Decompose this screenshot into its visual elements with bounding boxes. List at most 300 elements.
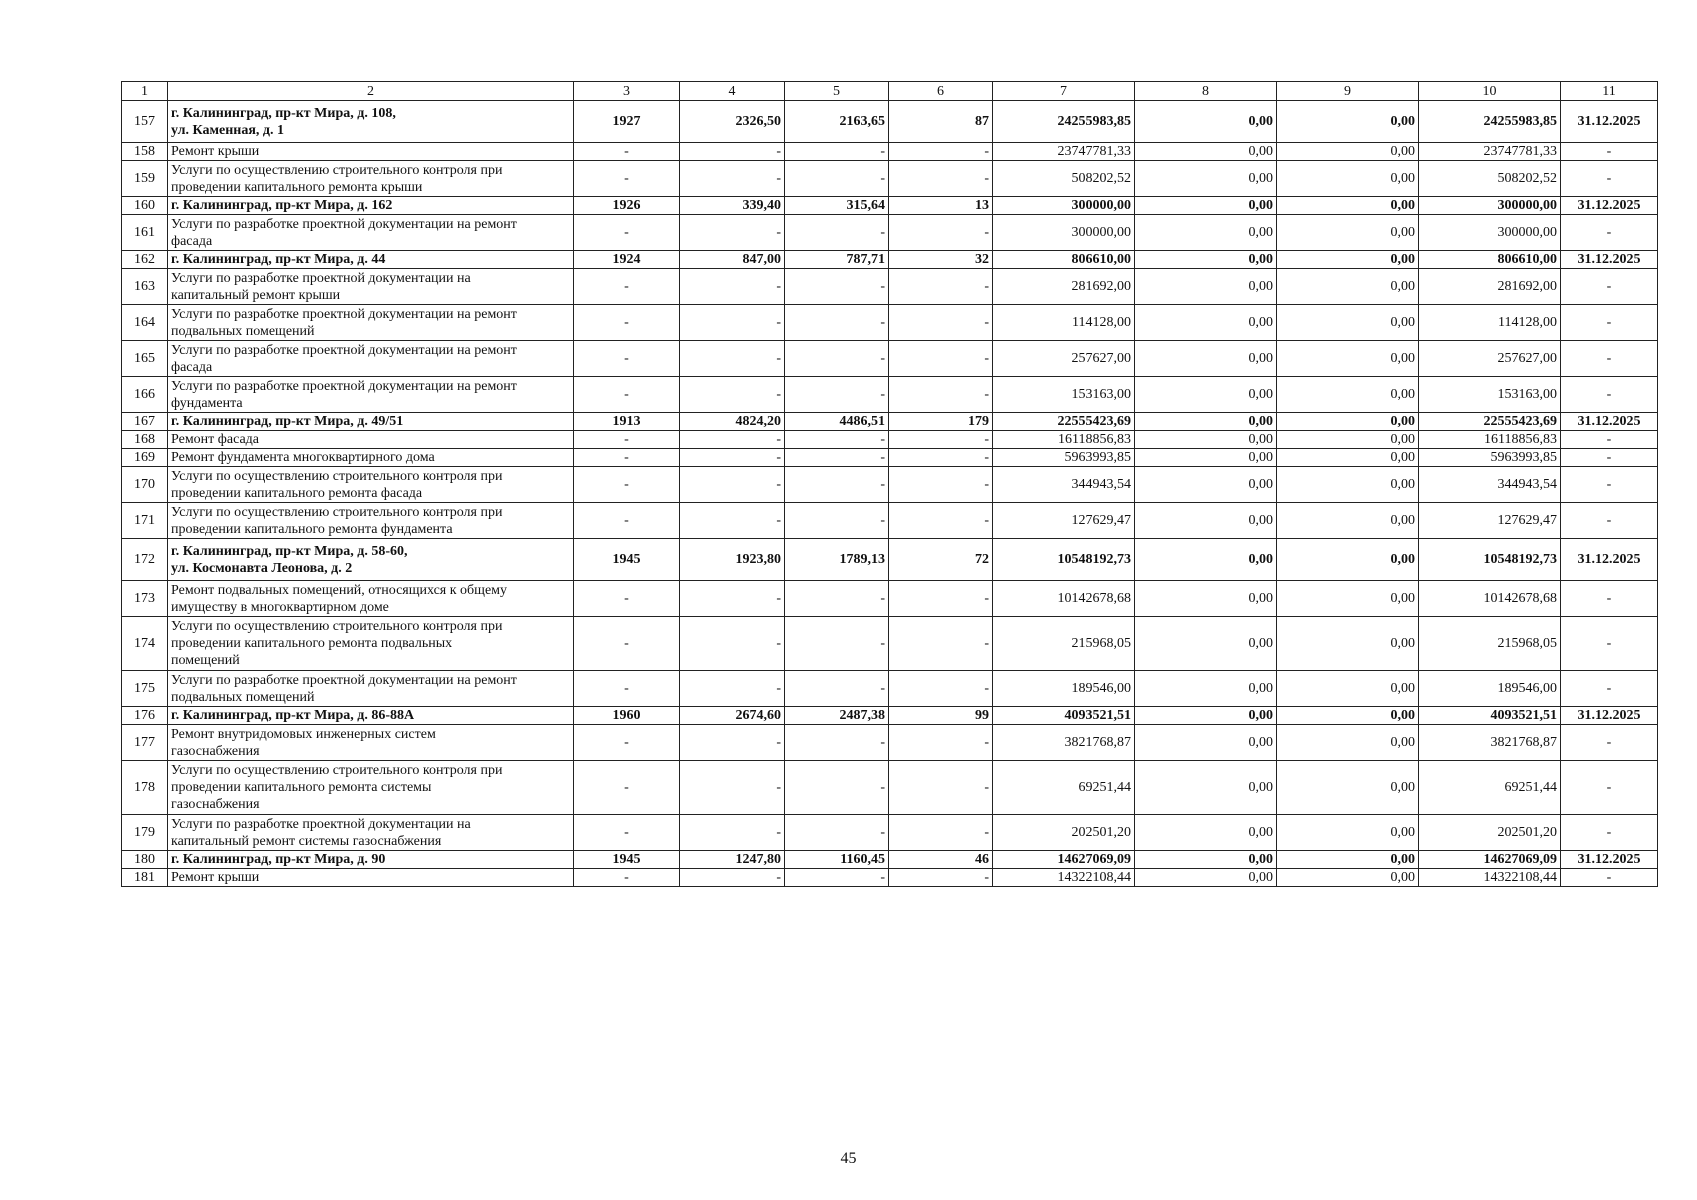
fund-col9-cell: 0,00: [1277, 161, 1419, 197]
page-number: 45: [840, 1150, 857, 1167]
build-year-cell: -: [574, 161, 680, 197]
building-row: [122, 413, 1658, 431]
description-line: ул. Космонавта Леонова, д. 2: [171, 560, 353, 576]
residents-cell: -: [889, 617, 993, 671]
build-year-cell: -: [574, 503, 680, 539]
building-row: [122, 707, 1658, 725]
fund-col10-cell: 23747781,33: [1419, 143, 1561, 161]
fund-col9-cell: 0,00: [1277, 269, 1419, 305]
fund-col8-cell: 0,00: [1135, 617, 1277, 671]
area-living-cell: -: [785, 617, 889, 671]
cost-total-cell: 24255983,85: [993, 101, 1135, 143]
fund-col8-cell: 0,00: [1135, 581, 1277, 617]
build-year-cell: 1927: [574, 101, 680, 143]
fund-col10-cell: 24255983,85: [1419, 101, 1561, 143]
build-year-cell: -: [574, 341, 680, 377]
building-row: [122, 539, 1658, 581]
area-total-cell: -: [680, 761, 785, 815]
fund-col8-cell: 0,00: [1135, 851, 1277, 869]
completion-date-cell: -: [1561, 305, 1658, 341]
row-number: 176: [122, 707, 168, 725]
row-description: [168, 617, 574, 671]
build-year-cell: -: [574, 467, 680, 503]
row-number: 177: [122, 725, 168, 761]
description-line: г. Калининград, пр-кт Мира, д. 49/51: [171, 414, 404, 429]
area-total-cell: 2326,50: [680, 101, 785, 143]
work-item-row: [122, 581, 1658, 617]
completion-date-cell: 31.12.2025: [1561, 251, 1658, 269]
description-line: Ремонт фундамента многоквартирного дома: [171, 450, 435, 465]
fund-col9-cell: 0,00: [1277, 101, 1419, 143]
fund-col9-cell: 0,00: [1277, 449, 1419, 467]
work-item-row: [122, 377, 1658, 413]
fund-col10-cell: 10142678,68: [1419, 581, 1561, 617]
fund-col10-cell: 806610,00: [1419, 251, 1561, 269]
work-item-row: [122, 725, 1658, 761]
description-line: Услуги по разработке проектной документации на: [171, 816, 471, 832]
completion-date-cell: -: [1561, 617, 1658, 671]
description-line: Услуги по осуществлению строительного контроля при: [171, 619, 503, 634]
area-living-cell: 315,64: [785, 197, 889, 215]
area-total-cell: 2674,60: [680, 707, 785, 725]
work-item-row: [122, 341, 1658, 377]
residents-cell: 87: [889, 101, 993, 143]
cost-total-cell: 14322108,44: [993, 869, 1135, 887]
completion-date-cell: 31.12.2025: [1561, 413, 1658, 431]
area-total-cell: -: [680, 503, 785, 539]
description-line: проведении капитального ремонта системы: [171, 780, 432, 795]
cost-total-cell: 10548192,73: [993, 539, 1135, 581]
fund-col10-cell: 14627069,09: [1419, 851, 1561, 869]
work-item-row: [122, 269, 1658, 305]
area-living-cell: -: [785, 341, 889, 377]
description-line: капитальный ремонт крыши: [171, 287, 341, 303]
row-description: [168, 449, 574, 467]
description-line: проведении капитального ремонта фундамента: [171, 521, 453, 537]
residents-cell: -: [889, 305, 993, 341]
fund-col8-cell: 0,00: [1135, 431, 1277, 449]
fund-col9-cell: 0,00: [1277, 617, 1419, 671]
fund-col8-cell: 0,00: [1135, 467, 1277, 503]
column-header: 11: [1561, 82, 1658, 101]
residents-cell: -: [889, 869, 993, 887]
row-number: 170: [122, 467, 168, 503]
row-description: [168, 467, 574, 503]
fund-col8-cell: 0,00: [1135, 815, 1277, 851]
description-line: помещений: [171, 653, 240, 668]
fund-col10-cell: 127629,47: [1419, 503, 1561, 539]
description-line: фасада: [171, 359, 213, 375]
row-description: [168, 707, 574, 725]
row-number: 157: [122, 101, 168, 143]
build-year-cell: -: [574, 269, 680, 305]
row-number: 181: [122, 869, 168, 887]
cost-total-cell: 153163,00: [993, 377, 1135, 413]
fund-col8-cell: 0,00: [1135, 869, 1277, 887]
row-number: 162: [122, 251, 168, 269]
residents-cell: 13: [889, 197, 993, 215]
build-year-cell: -: [574, 761, 680, 815]
build-year-cell: 1924: [574, 251, 680, 269]
completion-date-cell: -: [1561, 503, 1658, 539]
description-line: фасада: [171, 233, 213, 249]
fund-col9-cell: 0,00: [1277, 413, 1419, 431]
build-year-cell: -: [574, 815, 680, 851]
column-header: 9: [1277, 82, 1419, 101]
building-row: [122, 197, 1658, 215]
row-description: [168, 671, 574, 707]
completion-date-cell: -: [1561, 725, 1658, 761]
cost-total-cell: 300000,00: [993, 215, 1135, 251]
cost-total-cell: 22555423,69: [993, 413, 1135, 431]
description-line: г. Калининград, пр-кт Мира, д. 86-88А: [171, 708, 415, 723]
residents-cell: 99: [889, 707, 993, 725]
description-line: газоснабжения: [171, 743, 260, 759]
description-line: подвальных помещений: [171, 323, 315, 339]
fund-col8-cell: 0,00: [1135, 143, 1277, 161]
area-living-cell: -: [785, 449, 889, 467]
area-living-cell: -: [785, 869, 889, 887]
work-item-row: [122, 503, 1658, 539]
description-line: Ремонт фасада: [171, 432, 260, 447]
description-line: газоснабжения: [171, 797, 260, 812]
area-total-cell: -: [680, 143, 785, 161]
fund-col10-cell: 3821768,87: [1419, 725, 1561, 761]
fund-col10-cell: 508202,52: [1419, 161, 1561, 197]
description-line: Ремонт крыши: [171, 870, 260, 885]
area-total-cell: -: [680, 215, 785, 251]
description-line: Ремонт крыши: [171, 144, 260, 159]
residents-cell: -: [889, 671, 993, 707]
area-total-cell: -: [680, 341, 785, 377]
row-number: 164: [122, 305, 168, 341]
build-year-cell: -: [574, 377, 680, 413]
row-description: [168, 143, 574, 161]
row-description: [168, 305, 574, 341]
fund-col9-cell: 0,00: [1277, 581, 1419, 617]
row-description: [168, 251, 574, 269]
fund-col8-cell: 0,00: [1135, 761, 1277, 815]
work-item-row: [122, 869, 1658, 887]
cost-total-cell: 344943,54: [993, 467, 1135, 503]
cost-total-cell: 5963993,85: [993, 449, 1135, 467]
description-line: г. Калининград, пр-кт Мира, д. 162: [171, 198, 393, 213]
fund-col10-cell: 189546,00: [1419, 671, 1561, 707]
work-item-row: [122, 671, 1658, 707]
description-line: Услуги по осуществлению строительного контроля при: [171, 468, 503, 484]
row-number: 180: [122, 851, 168, 869]
residents-cell: -: [889, 431, 993, 449]
area-living-cell: -: [785, 305, 889, 341]
cost-total-cell: 189546,00: [993, 671, 1135, 707]
build-year-cell: -: [574, 305, 680, 341]
residents-cell: -: [889, 815, 993, 851]
fund-col10-cell: 300000,00: [1419, 215, 1561, 251]
area-total-cell: -: [680, 161, 785, 197]
row-description: [168, 869, 574, 887]
completion-date-cell: 31.12.2025: [1561, 197, 1658, 215]
description-line: имуществу в многоквартирном доме: [171, 599, 389, 615]
fund-col9-cell: 0,00: [1277, 467, 1419, 503]
area-living-cell: -: [785, 377, 889, 413]
row-description: [168, 341, 574, 377]
fund-col9-cell: 0,00: [1277, 431, 1419, 449]
fund-col10-cell: 114128,00: [1419, 305, 1561, 341]
fund-col10-cell: 10548192,73: [1419, 539, 1561, 581]
area-total-cell: -: [680, 467, 785, 503]
description-line: г. Калининград, пр-кт Мира, д. 58-60,: [171, 543, 408, 559]
fund-col8-cell: 0,00: [1135, 341, 1277, 377]
fund-col10-cell: 344943,54: [1419, 467, 1561, 503]
residents-cell: 179: [889, 413, 993, 431]
cost-total-cell: 257627,00: [993, 341, 1135, 377]
area-living-cell: 4486,51: [785, 413, 889, 431]
completion-date-cell: 31.12.2025: [1561, 707, 1658, 725]
cost-total-cell: 300000,00: [993, 197, 1135, 215]
completion-date-cell: -: [1561, 581, 1658, 617]
area-living-cell: -: [785, 761, 889, 815]
fund-col10-cell: 257627,00: [1419, 341, 1561, 377]
residents-cell: -: [889, 341, 993, 377]
cost-total-cell: 16118856,83: [993, 431, 1135, 449]
area-living-cell: 2487,38: [785, 707, 889, 725]
area-living-cell: -: [785, 215, 889, 251]
fund-col9-cell: 0,00: [1277, 539, 1419, 581]
fund-col10-cell: 22555423,69: [1419, 413, 1561, 431]
build-year-cell: -: [574, 431, 680, 449]
completion-date-cell: -: [1561, 377, 1658, 413]
area-living-cell: -: [785, 161, 889, 197]
building-row: [122, 251, 1658, 269]
fund-col8-cell: 0,00: [1135, 305, 1277, 341]
description-line: г. Калининград, пр-кт Мира, д. 90: [171, 852, 386, 867]
fund-col8-cell: 0,00: [1135, 251, 1277, 269]
residents-cell: -: [889, 449, 993, 467]
area-living-cell: 2163,65: [785, 101, 889, 143]
column-number-row: [122, 82, 1658, 101]
cost-total-cell: 14627069,09: [993, 851, 1135, 869]
build-year-cell: -: [574, 671, 680, 707]
row-description: [168, 269, 574, 305]
fund-col9-cell: 0,00: [1277, 197, 1419, 215]
cost-total-cell: 23747781,33: [993, 143, 1135, 161]
area-total-cell: -: [680, 581, 785, 617]
fund-col8-cell: 0,00: [1135, 377, 1277, 413]
build-year-cell: -: [574, 143, 680, 161]
description-line: Услуги по разработке проектной документации на ремонт: [171, 378, 517, 394]
description-line: Услуги по разработке проектной документации на ремонт: [171, 342, 517, 358]
residents-cell: -: [889, 215, 993, 251]
building-row: [122, 851, 1658, 869]
fund-col9-cell: 0,00: [1277, 143, 1419, 161]
build-year-cell: -: [574, 869, 680, 887]
cost-total-cell: 10142678,68: [993, 581, 1135, 617]
build-year-cell: -: [574, 449, 680, 467]
work-item-row: [122, 161, 1658, 197]
row-description: [168, 197, 574, 215]
build-year-cell: 1960: [574, 707, 680, 725]
row-number: 168: [122, 431, 168, 449]
description-line: Услуги по осуществлению строительного контроля при: [171, 763, 503, 778]
fund-col9-cell: 0,00: [1277, 503, 1419, 539]
row-number: 160: [122, 197, 168, 215]
fund-col8-cell: 0,00: [1135, 671, 1277, 707]
row-description: [168, 581, 574, 617]
residents-cell: 32: [889, 251, 993, 269]
row-number: 159: [122, 161, 168, 197]
cost-total-cell: 281692,00: [993, 269, 1135, 305]
work-item-row: [122, 143, 1658, 161]
build-year-cell: -: [574, 617, 680, 671]
cost-total-cell: 3821768,87: [993, 725, 1135, 761]
fund-col10-cell: 5963993,85: [1419, 449, 1561, 467]
fund-col8-cell: 0,00: [1135, 269, 1277, 305]
building-row: [122, 101, 1658, 143]
work-item-row: [122, 449, 1658, 467]
description-line: фундамента: [171, 395, 243, 411]
area-total-cell: 847,00: [680, 251, 785, 269]
area-total-cell: -: [680, 269, 785, 305]
fund-col10-cell: 16118856,83: [1419, 431, 1561, 449]
fund-col9-cell: 0,00: [1277, 815, 1419, 851]
row-number: 172: [122, 539, 168, 581]
fund-col8-cell: 0,00: [1135, 215, 1277, 251]
description-line: подвальных помещений: [171, 689, 315, 705]
area-total-cell: -: [680, 377, 785, 413]
fund-col9-cell: 0,00: [1277, 851, 1419, 869]
area-living-cell: 1789,13: [785, 539, 889, 581]
area-total-cell: -: [680, 869, 785, 887]
area-total-cell: -: [680, 725, 785, 761]
cost-total-cell: 69251,44: [993, 761, 1135, 815]
column-header: 6: [889, 82, 993, 101]
column-header: 4: [680, 82, 785, 101]
area-total-cell: -: [680, 815, 785, 851]
area-total-cell: -: [680, 449, 785, 467]
cost-total-cell: 508202,52: [993, 161, 1135, 197]
row-description: [168, 539, 574, 581]
row-number: 167: [122, 413, 168, 431]
description-line: Ремонт внутридомовых инженерных систем: [171, 726, 436, 742]
build-year-cell: -: [574, 581, 680, 617]
residents-cell: 46: [889, 851, 993, 869]
description-line: проведении капитального ремонта фасада: [171, 485, 423, 501]
area-living-cell: -: [785, 671, 889, 707]
fund-col8-cell: 0,00: [1135, 197, 1277, 215]
fund-col9-cell: 0,00: [1277, 377, 1419, 413]
description-line: капитальный ремонт системы газоснабжения: [171, 833, 442, 849]
area-total-cell: -: [680, 431, 785, 449]
row-description: [168, 377, 574, 413]
description-line: Услуги по разработке проектной документации на ремонт: [171, 672, 517, 688]
work-item-row: [122, 761, 1658, 815]
area-living-cell: -: [785, 815, 889, 851]
fund-col8-cell: 0,00: [1135, 101, 1277, 143]
cost-total-cell: 806610,00: [993, 251, 1135, 269]
work-item-row: [122, 617, 1658, 671]
row-description: [168, 503, 574, 539]
residents-cell: -: [889, 581, 993, 617]
area-total-cell: 339,40: [680, 197, 785, 215]
completion-date-cell: -: [1561, 869, 1658, 887]
fund-col9-cell: 0,00: [1277, 725, 1419, 761]
completion-date-cell: 31.12.2025: [1561, 851, 1658, 869]
fund-col9-cell: 0,00: [1277, 341, 1419, 377]
description-line: г. Калининград, пр-кт Мира, д. 44: [171, 252, 386, 267]
description-line: проведении капитального ремонта подвальных: [171, 636, 453, 651]
fund-col9-cell: 0,00: [1277, 305, 1419, 341]
work-item-row: [122, 305, 1658, 341]
cost-total-cell: 215968,05: [993, 617, 1135, 671]
row-description: [168, 851, 574, 869]
completion-date-cell: -: [1561, 143, 1658, 161]
fund-col9-cell: 0,00: [1277, 761, 1419, 815]
fund-col10-cell: 281692,00: [1419, 269, 1561, 305]
residents-cell: -: [889, 725, 993, 761]
residents-cell: -: [889, 377, 993, 413]
column-header: 2: [168, 82, 574, 101]
row-number: 165: [122, 341, 168, 377]
fund-col8-cell: 0,00: [1135, 503, 1277, 539]
completion-date-cell: -: [1561, 431, 1658, 449]
residents-cell: -: [889, 467, 993, 503]
completion-date-cell: -: [1561, 161, 1658, 197]
work-item-row: [122, 431, 1658, 449]
fund-col8-cell: 0,00: [1135, 539, 1277, 581]
column-header: 7: [993, 82, 1135, 101]
area-living-cell: -: [785, 431, 889, 449]
fund-col9-cell: 0,00: [1277, 707, 1419, 725]
area-living-cell: -: [785, 581, 889, 617]
area-total-cell: 1247,80: [680, 851, 785, 869]
fund-col10-cell: 202501,20: [1419, 815, 1561, 851]
column-header: 1: [122, 82, 168, 101]
row-description: [168, 161, 574, 197]
completion-date-cell: -: [1561, 269, 1658, 305]
completion-date-cell: -: [1561, 761, 1658, 815]
cost-total-cell: 127629,47: [993, 503, 1135, 539]
area-total-cell: -: [680, 305, 785, 341]
area-total-cell: -: [680, 617, 785, 671]
column-header: 3: [574, 82, 680, 101]
residents-cell: 72: [889, 539, 993, 581]
row-description: [168, 725, 574, 761]
row-number: 163: [122, 269, 168, 305]
repair-register-table: [121, 81, 1658, 887]
residents-cell: -: [889, 503, 993, 539]
build-year-cell: 1926: [574, 197, 680, 215]
row-number: 178: [122, 761, 168, 815]
residents-cell: -: [889, 161, 993, 197]
completion-date-cell: -: [1561, 467, 1658, 503]
fund-col9-cell: 0,00: [1277, 251, 1419, 269]
area-living-cell: -: [785, 143, 889, 161]
build-year-cell: 1945: [574, 851, 680, 869]
area-total-cell: 1923,80: [680, 539, 785, 581]
row-description: [168, 815, 574, 851]
description-line: ул. Каменная, д. 1: [171, 122, 285, 138]
cost-total-cell: 114128,00: [993, 305, 1135, 341]
row-number: 158: [122, 143, 168, 161]
fund-col10-cell: 4093521,51: [1419, 707, 1561, 725]
description-line: Услуги по осуществлению строительного контроля при: [171, 162, 503, 178]
fund-col9-cell: 0,00: [1277, 671, 1419, 707]
completion-date-cell: -: [1561, 341, 1658, 377]
row-description: [168, 431, 574, 449]
row-description: [168, 761, 574, 815]
fund-col9-cell: 0,00: [1277, 869, 1419, 887]
row-number: 161: [122, 215, 168, 251]
